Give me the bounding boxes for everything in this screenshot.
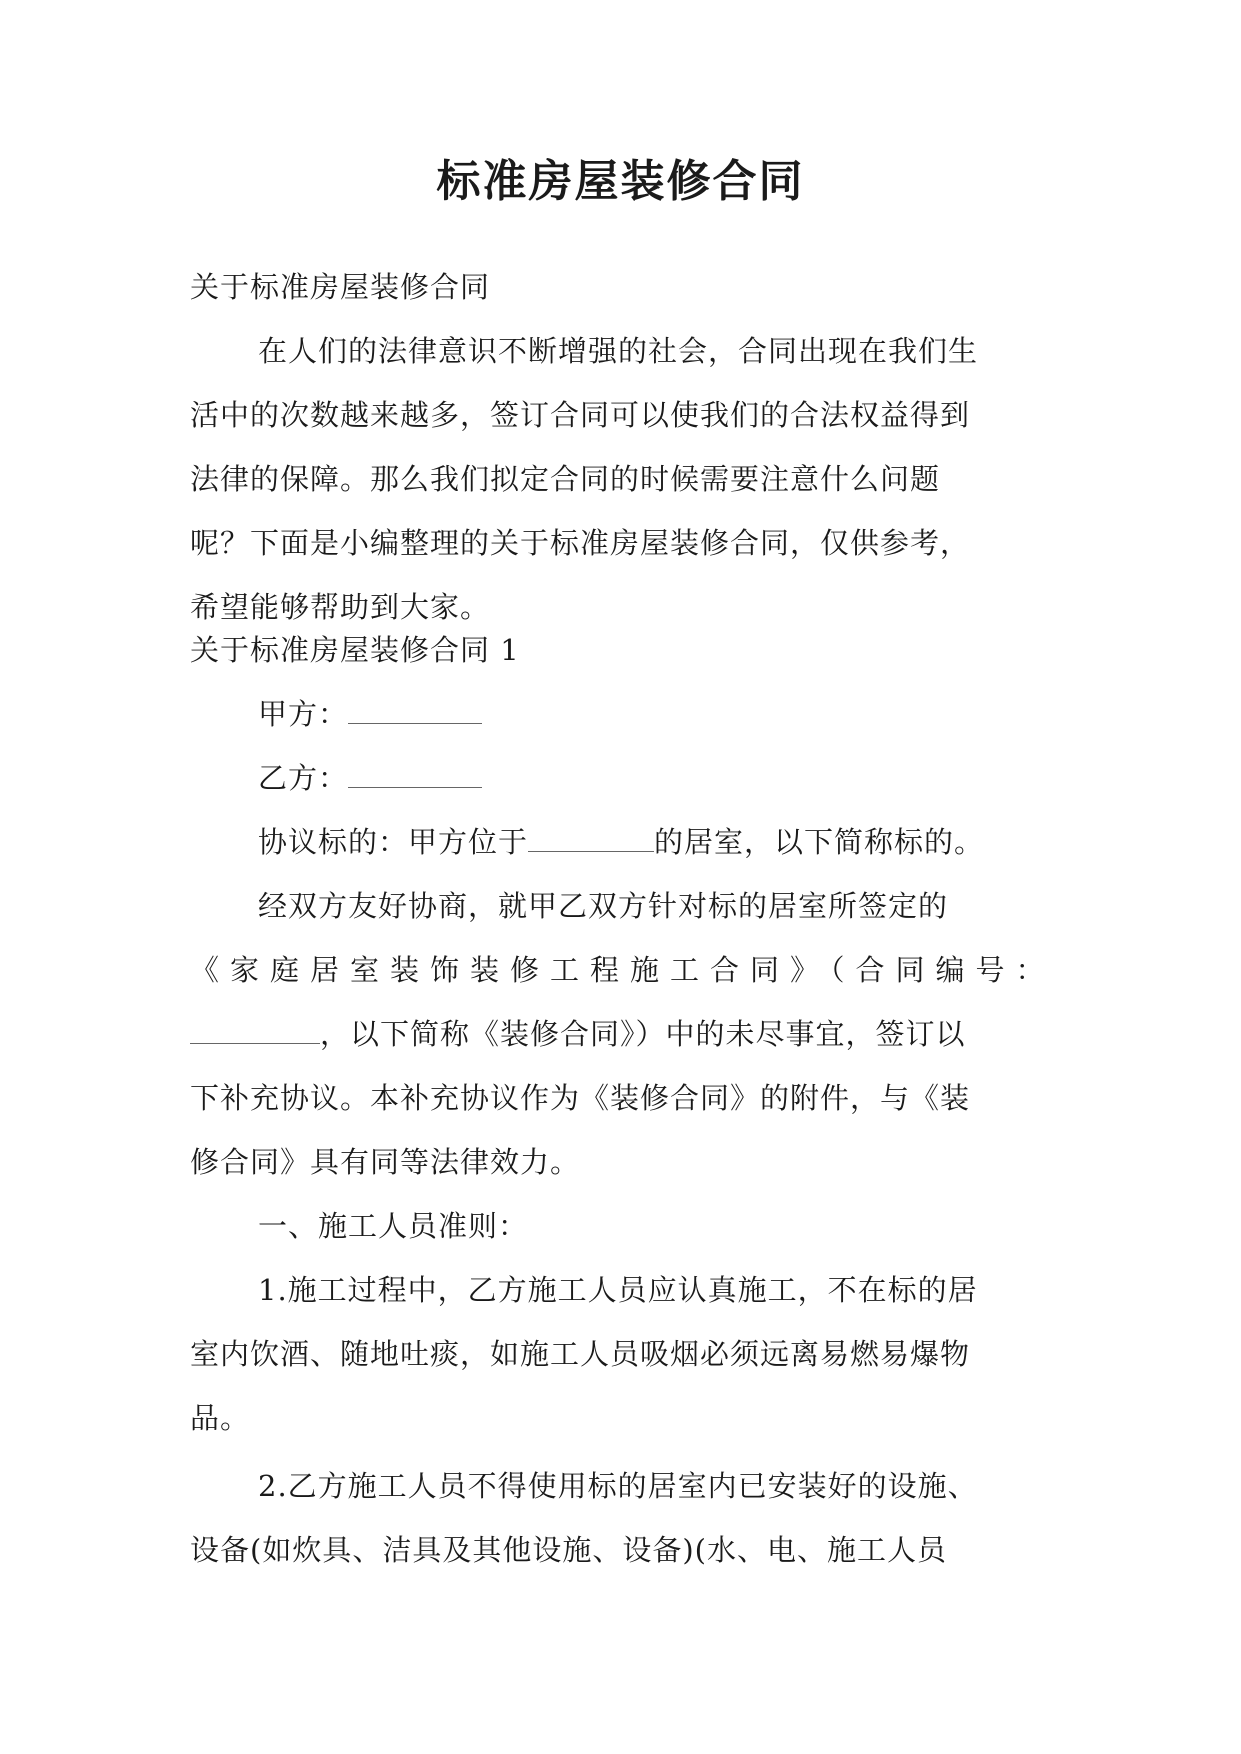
contract-1-heading: 关于标准房屋装修合同 1 [190,633,520,667]
item-1-line: 室内饮酒、随地吐痰，如施工人员吸烟必须远离易燃易爆物 [190,1337,971,1371]
preamble-contract-number-row [190,1002,1050,1066]
intro-heading: 关于标准房屋装修合同 [190,270,491,304]
item-1-line: 1.施工过程中，乙方施工人员应认真施工，不在标的居 [258,1273,978,1307]
subject-prefix: 协议标的：甲方位于 [258,825,529,859]
preamble-line: 下补充协议。本补充协议作为《装修合同》的附件，与《装 [190,1081,971,1115]
contract-number-blank [190,1021,320,1044]
subject-blank [528,829,654,852]
party-b-label: 乙方： [258,761,349,795]
intro-section [190,255,1050,639]
item-2-line: 设备(如炊具、洁具及其他设施、设备)(水、电、施工人员 [190,1533,947,1567]
preamble-line: 修合同》具有同等法律效力。 [190,1145,581,1179]
party-a-blank [348,701,482,724]
item-1-line: 品。 [190,1401,251,1435]
preamble-line: 《家庭居室装饰装修工程施工合同》（合同编号： [190,953,1056,987]
subject-suffix: 的居室，以下简称标的。 [654,825,985,859]
party-a-label: 甲方： [258,697,349,731]
preamble-line: 经双方友好协商，就甲乙双方针对标的居室所签定的 [258,889,949,923]
party-a-row [190,682,1050,746]
intro-line: 呢？下面是小编整理的关于标准房屋装修合同，仅供参考， [190,526,971,560]
intro-line: 在人们的法律意识不断增强的社会，合同出现在我们生 [258,334,979,368]
subject-row [190,810,1050,874]
preamble-line: ，以下简称《装修合同》）中的未尽事宜，签订以 [320,1017,966,1051]
party-b-row [190,746,1050,810]
intro-line: 法律的保障。那么我们拟定合同的时候需要注意什么问题 [190,462,941,496]
intro-line: 希望能够帮助到大家。 [190,590,491,624]
item-2-line: 2.乙方施工人员不得使用标的居室内已安装好的设施、 [258,1469,978,1503]
document-title: 标准房屋装修合同 [436,156,805,207]
contract-1-section [190,618,1056,1582]
intro-line: 活中的次数越来越多，签订合同可以使我们的合法权益得到 [190,398,971,432]
section-1-heading: 一、施工人员准则： [258,1209,529,1243]
party-b-blank [348,765,482,788]
